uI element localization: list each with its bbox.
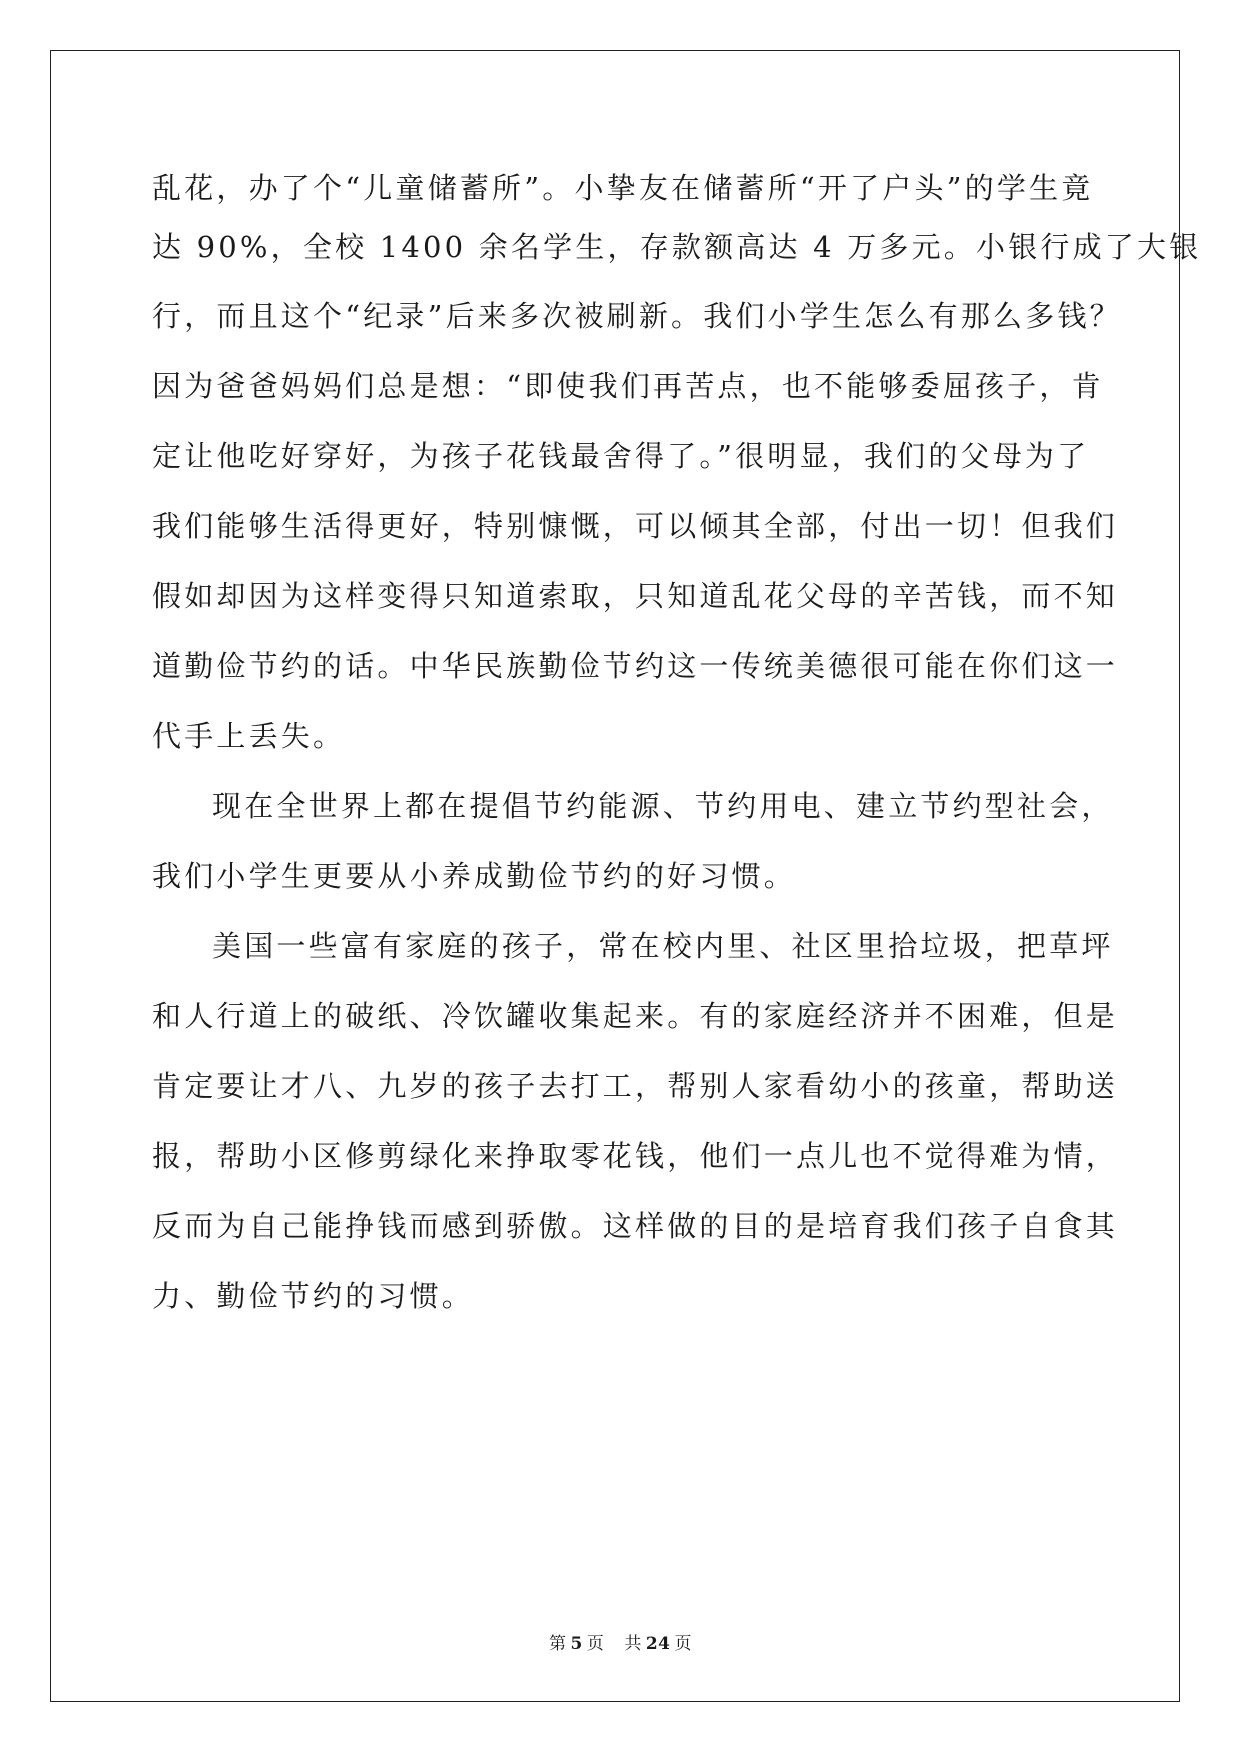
text-line: 乱花，办了个“儿童储蓄所”。小挚友在储蓄所“开了户头”的学生竟 [152, 171, 1094, 205]
text-line: 肯定要让才八、九岁的孩子去打工，帮别人家看幼小的孩童，帮助送 [152, 1069, 1119, 1103]
paragraph-first-line: 美国一些富有家庭的孩子，常在校内里、社区里拾垃圾，把草坪 [212, 929, 1114, 963]
total-pages: 24 [645, 1634, 671, 1654]
page-footer [0, 1633, 1241, 1655]
text-line: 和人行道上的破纸、冷饮罐收集起来。有的家庭经济并不困难，但是 [152, 999, 1119, 1033]
page-suffix: 页 [586, 1634, 605, 1654]
text-line: 达 90%，全校 1400 余名学生，存款额高达 4 万多元。小银行成了大银 [152, 230, 1202, 264]
text-line: 我们能够生活得更好，特别慷慨，可以倾其全部，付出一切！但我们 [152, 509, 1119, 543]
text-line: 假如却因为这样变得只知道索取，只知道乱花父母的辛苦钱，而不知 [152, 579, 1119, 613]
text-line: 因为爸爸妈妈们总是想：“即使我们再苦点，也不能够委屈孩子，肯 [152, 369, 1104, 403]
text-line: 报，帮助小区修剪绿化来挣取零花钱，他们一点儿也不觉得难为情， [152, 1139, 1119, 1173]
text-line: 道勤俭节约的话。中华民族勤俭节约这一传统美德很可能在你们这一 [152, 649, 1119, 683]
total-prefix: 共 [624, 1634, 642, 1654]
text-line: 行，而且这个“纪录”后来多次被刷新。我们小学生怎么有那么多钱？ [152, 299, 1122, 333]
text-line: 反而为自己能挣钱而感到骄傲。这样做的目的是培育我们孩子自食其 [152, 1209, 1119, 1243]
text-line: 我们小学生更要从小养成勤俭节约的好习惯。 [152, 859, 797, 893]
text-line: 代手上丢失。 [152, 719, 346, 753]
text-line: 定让他吃好穿好，为孩子花钱最舍得了。”很明显，我们的父母为了 [152, 439, 1090, 473]
page-number: 5 [570, 1634, 583, 1654]
text-line: 力、勤俭节约的习惯。 [152, 1279, 475, 1313]
paragraph-first-line: 现在全世界上都在提倡节约能源、节约用电、建立节约型社会， [212, 789, 1114, 823]
page-prefix: 第 [548, 1634, 567, 1654]
total-suffix: 页 [674, 1634, 692, 1654]
